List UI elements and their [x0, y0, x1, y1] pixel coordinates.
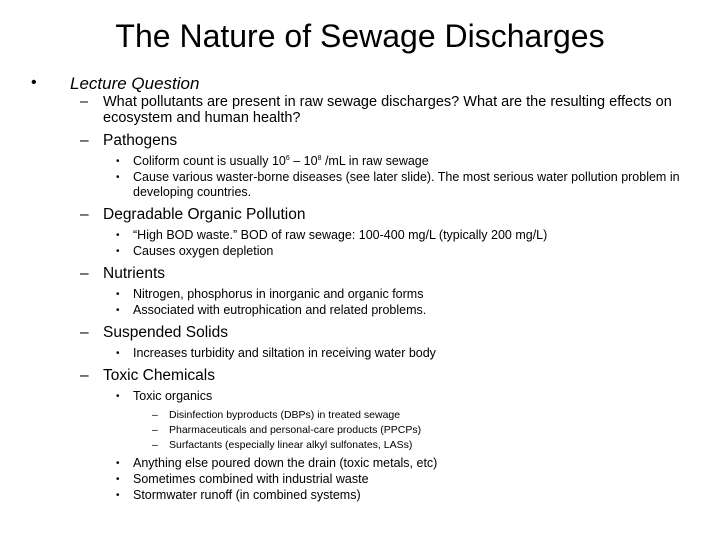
lecture-question-heading: Lecture Question [70, 74, 200, 93]
bullet-text: Nutrients [103, 265, 166, 282]
bullet-text: “High BOD waste.” BOD of raw sewage: 100-400 mg/L (typically 200 mg/L) [133, 228, 548, 242]
text-run: Coliform count is usually 10 [133, 154, 286, 168]
section-heading [0, 132, 720, 150]
bullet-text: Increases turbidity and siltation in receiving water body [133, 346, 436, 360]
detail-bullet [0, 389, 720, 404]
section-heading [0, 206, 720, 224]
bullet-marker: – [152, 409, 158, 421]
bullet-text: Pharmaceuticals and personal-care products (PPCPs) [169, 424, 422, 436]
bullet-text [133, 154, 685, 169]
bullet-text: What pollutants are present in raw sewage discharges? What are the resulting effects on ecosystem and human health? [103, 94, 672, 126]
sub-detail-bullet [0, 438, 720, 452]
bullet-marker: • [116, 474, 120, 485]
bullet-marker: • [116, 348, 120, 359]
bullet-text: Pathogens [103, 132, 178, 149]
bullet-marker: • [116, 230, 120, 241]
bullet-text: Suspended Solids [103, 324, 228, 341]
bullet-marker: – [152, 424, 158, 436]
detail-bullet [0, 154, 720, 169]
bullet-text: Degradable Organic Pollution [103, 206, 306, 223]
bullet-marker: – [80, 132, 89, 149]
detail-bullet [0, 488, 720, 503]
detail-bullet [0, 472, 720, 487]
section-heading [0, 265, 720, 283]
bullet-text: Toxic Chemicals [103, 367, 215, 384]
text-run: – 10 [289, 154, 318, 168]
bullet-text: Anything else poured down the drain (toxic metals, etc) [133, 456, 438, 470]
bullet-text: Toxic organics [133, 389, 213, 403]
sub-detail-bullet [0, 408, 720, 422]
bullet-marker: • [31, 74, 37, 91]
slide-title: The Nature of Sewage Discharges [115, 18, 605, 54]
bullet-text: Causes oxygen depletion [133, 244, 274, 258]
exponent: 6 [285, 155, 290, 162]
sub-bullet [0, 94, 720, 126]
bullet-text: Surfactants (especially linear alkyl sulfonates, LASs) [169, 439, 413, 451]
bullet-marker: • [116, 305, 120, 316]
bullet-marker: • [116, 156, 120, 167]
bullet-marker: – [80, 265, 89, 282]
bullet-marker: • [116, 289, 120, 300]
detail-bullet [0, 346, 720, 361]
bullet-marker: • [116, 172, 120, 183]
detail-bullet [0, 287, 720, 302]
exponent: 8 [317, 155, 322, 162]
bullet-text: Associated with eutrophication and related problems. [133, 303, 427, 317]
bullet-marker: • [116, 391, 120, 402]
detail-bullet [0, 170, 720, 200]
bullet-marker: – [152, 439, 158, 451]
sub-detail-bullet [0, 423, 720, 437]
bullet-text: Stormwater runoff (in combined systems) [133, 488, 361, 502]
bullet-text: Sometimes combined with industrial waste [133, 472, 369, 486]
bullet-text: Disinfection byproducts (DBPs) in treated sewage [169, 409, 401, 421]
bullet-marker: • [116, 458, 120, 469]
section-heading [0, 367, 720, 385]
bullet-marker: • [116, 246, 120, 257]
slide-body [0, 94, 720, 503]
bullet-text: Cause various waster-borne diseases (see later slide). The most serious water pollution problem in developing countries. [133, 170, 680, 199]
bullet-marker: – [80, 206, 89, 223]
bullet-marker: – [80, 324, 89, 341]
detail-bullet [0, 303, 720, 318]
bullet-text: Nitrogen, phosphorus in inorganic and organic forms [133, 287, 424, 301]
detail-bullet [0, 228, 720, 243]
detail-bullet [0, 244, 720, 259]
bullet-marker: – [80, 94, 89, 110]
bullet-marker: – [80, 367, 89, 384]
bullet-marker: • [116, 490, 120, 501]
text-run: /mL in raw sewage [321, 154, 429, 168]
detail-bullet [0, 456, 720, 471]
section-heading [0, 324, 720, 342]
